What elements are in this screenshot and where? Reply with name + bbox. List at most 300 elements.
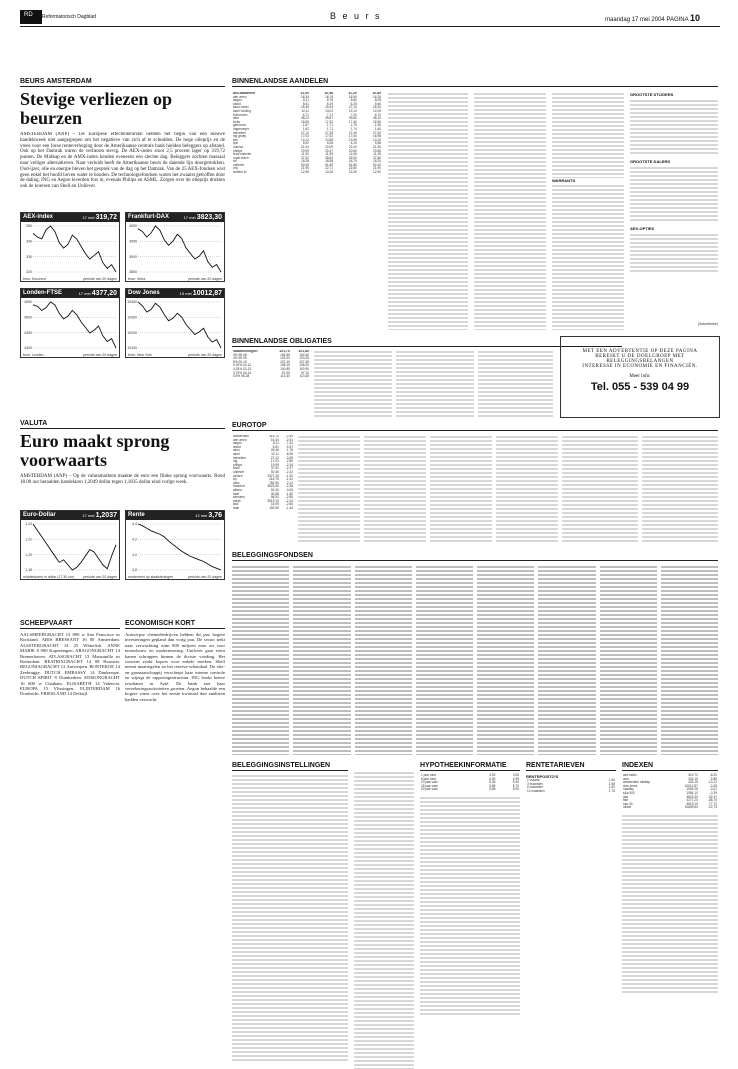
row-value: 5,85 xyxy=(489,787,496,792)
hypotheek-table xyxy=(420,774,520,792)
row-value: 16,25 xyxy=(373,94,381,99)
row-label: basf xyxy=(233,491,240,496)
valuta-chart-0 xyxy=(20,510,120,580)
row-value: 39,00 xyxy=(348,155,357,160)
stijgers-title: GROOTSTE STIJGERS xyxy=(630,92,674,97)
row-value: 38,10 xyxy=(373,116,381,121)
row-value: 107,45 xyxy=(299,359,309,364)
row-label: 1 jaar vast xyxy=(421,773,436,777)
chart-body xyxy=(126,520,224,575)
valuta-headline: Euro maakt sprong voorwaarts xyxy=(20,431,170,470)
row-value: 16,34 xyxy=(270,437,279,442)
eurotop-col-5 xyxy=(496,435,558,543)
row-value: 20,60 xyxy=(348,148,357,153)
instellingen-block xyxy=(232,762,348,1062)
indexen-row xyxy=(622,806,718,810)
dalers-title: GROOTSTE DALERS xyxy=(630,159,671,164)
valuta-charts xyxy=(20,510,225,610)
hypotheek-row xyxy=(420,788,520,792)
obligaties-col-4 xyxy=(478,350,553,418)
row-label: 5 jaar vast xyxy=(421,776,436,781)
row-value: 5,90 xyxy=(512,787,519,792)
fondsen-col xyxy=(416,565,473,755)
advert-line-2: BEREIKT U DE DOELGROEP MET BELEGGINGSBELANGEN xyxy=(595,354,685,364)
row-value: 104,60 xyxy=(299,352,309,357)
row-value: 6,70 xyxy=(374,112,381,117)
row-label: 4% 98-08 xyxy=(233,352,247,357)
chart-y-tick: 3950 xyxy=(129,239,137,244)
beurs-headline: Stevige verliezen op beurzen xyxy=(20,89,172,128)
row-label: shell xyxy=(233,466,240,471)
valuta-block xyxy=(20,420,225,486)
row-value: 103,25 xyxy=(299,356,309,361)
row-label: aex-index xyxy=(623,773,637,777)
aexopties-title: AEX-OPTIES xyxy=(630,226,655,231)
row-value: 16,59 xyxy=(300,119,309,124)
chart-series-line xyxy=(33,302,116,348)
row-value: 8,11 xyxy=(303,98,309,103)
row-value: 1,55 xyxy=(374,123,381,128)
row-value: 8,76 xyxy=(326,98,334,103)
row-value: 6,10 xyxy=(350,141,357,146)
chart-y-tick: 10200 xyxy=(127,330,137,335)
row-value: 319,72 xyxy=(269,435,279,438)
row-value: 50,45 xyxy=(300,162,309,167)
row-label: unilever xyxy=(233,469,245,474)
chart-y-tick: 1,18 xyxy=(25,568,32,573)
row-value: 8,05 xyxy=(374,98,381,103)
row-value: 20,47 xyxy=(325,148,334,153)
stijgers-list xyxy=(630,99,718,155)
beurs-body: AMSTERDAM (ANP) – De Europese effectenbeurzen hebben het begin van een nieuwe handelsweek niet aangegrepen om het negatieve van zich af te schudden. De hoge olieprijs en de vrees voor een forse renteverhoging door de Amerikaanse centrale bank hielden beleggers op afstand. Ook op het Damrak waren de verliezen stevig. De AEX-index sloot 2,5 procent lager op 319,72 punten. De Midkap en de AMX-index kenden eveneens een slechte dag. Beleggers zochten massaal naar veiliger alternatieven. Naar verluidt heeft de Amerikaanse beurs de dalende lijn doorgetrokken. Oud-ijzer, olie en energie bleven het gesprek van de dag op het Damrak. Van de 25 AEX-fondsen wist geen enkel het hoofd boven water te houden. De technologiefondsen waren het zwaarst getroffen door de daling. ING en Aegon leverden fors in, evenals Philips en ASML. Zorgen over de olieprijs drukten ook de koersen van Shell en Unilever. xyxy=(20,132,225,190)
row-value: 101,80 xyxy=(298,350,309,353)
row-value: 13,95 xyxy=(348,137,357,142)
row-value: 18,20 xyxy=(373,159,381,164)
row-label: numico xyxy=(233,144,244,149)
row-label: klm xyxy=(233,137,238,142)
hypotheek-block xyxy=(420,762,520,1016)
aandelen-col-2 xyxy=(388,92,468,330)
row-value: 50,45 xyxy=(270,469,279,474)
row-value: 1,60 xyxy=(608,785,615,790)
chart-y-tick: 4500 xyxy=(24,315,32,320)
row-label: nikkei xyxy=(623,805,632,810)
aandelen-row xyxy=(232,171,382,175)
row-value: 3519,10 xyxy=(686,801,698,806)
aandelen-table-wrap xyxy=(232,92,382,330)
chart-title: Dow Jones xyxy=(128,290,160,296)
instellingen-list-2 xyxy=(354,771,414,1069)
row-value: 5,35 xyxy=(489,780,496,785)
economisch-block xyxy=(125,620,225,1052)
row-label: abn amro xyxy=(233,437,247,442)
row-label: parijs xyxy=(233,498,241,503)
chart-source: bron: Euronext xyxy=(23,277,46,281)
obligaties-col-2 xyxy=(314,350,392,418)
chart-footer xyxy=(126,277,224,281)
row-label: 3,75% 04-14 xyxy=(233,370,252,375)
row-label: 12 maanden xyxy=(527,788,545,793)
chart-footer xyxy=(126,353,224,357)
row-value: 108,20 xyxy=(299,363,309,368)
chart-value-group xyxy=(184,214,222,221)
row-value: 37,92 xyxy=(270,466,279,471)
beurs-chart-3 xyxy=(125,288,225,358)
hypotheek-title: HYPOTHEEKINFORMATIE xyxy=(420,762,520,771)
row-value: 103,20 xyxy=(280,356,290,361)
row-value: -9,37 xyxy=(285,444,293,449)
valuta-section-title: VALUTA xyxy=(20,420,225,429)
chart-footer xyxy=(21,575,119,579)
chart-y-tick: 1,20 xyxy=(25,552,32,557)
row-label: amsterdam midkap xyxy=(623,780,651,785)
row-value: 17,52 xyxy=(325,134,334,139)
row-value: 11,65 xyxy=(349,152,357,157)
chart-y-tick: 350 xyxy=(26,224,32,229)
row-value: 10,98 xyxy=(324,92,334,95)
row-value: 16,09 xyxy=(270,502,279,507)
row-value: 5,92 xyxy=(302,141,309,146)
row-value: 108,15 xyxy=(280,363,290,368)
chart-value: 10012,87 xyxy=(192,290,222,297)
row-label: aex-aandelen xyxy=(233,92,256,95)
row-value: 19,99 xyxy=(300,148,309,153)
chart-y-tick: 4450 xyxy=(24,330,32,335)
row-label: buhrmann xyxy=(233,112,248,117)
renteposito-table xyxy=(526,779,616,793)
chart-y-tick: 10400 xyxy=(127,300,137,305)
row-value: 21,30 xyxy=(373,144,381,149)
chart-footer xyxy=(126,575,224,579)
chart-value-group xyxy=(180,290,222,297)
row-value: 12,11 xyxy=(301,108,309,113)
fondsen-col xyxy=(355,565,412,755)
rente-block xyxy=(526,762,616,793)
chart-value: 1,2037 xyxy=(95,512,117,519)
chart-plot xyxy=(21,520,119,574)
row-label: dow jones xyxy=(623,783,638,788)
row-label: unilever xyxy=(233,162,245,167)
chart-period: periode van 20 dagen xyxy=(188,353,222,357)
row-label: londen xyxy=(233,473,243,478)
advert-line-4: Meer info: xyxy=(629,374,651,379)
chart-source: middenkoers in dollar (17.30 uur) xyxy=(23,575,75,579)
indexen-table xyxy=(622,774,718,810)
valuta-chart-1 xyxy=(125,510,225,580)
newspaper-logo: RD xyxy=(20,10,42,24)
row-value: 3823,30 xyxy=(267,484,279,489)
chart-footer xyxy=(21,353,119,357)
row-value: 4377,20 xyxy=(686,798,698,803)
chart-value-group xyxy=(195,512,222,519)
eurotop-row xyxy=(232,507,294,511)
row-label: reed elsevier xyxy=(233,152,252,157)
row-value: -0,29 xyxy=(709,790,717,795)
row-value: 1,62 xyxy=(302,126,309,131)
row-label: akzo nobel xyxy=(233,105,249,110)
row-value: 150,90 xyxy=(269,505,279,510)
row-label: amsterdam xyxy=(233,435,249,438)
fondsen-grid xyxy=(232,565,718,755)
aandelen-block xyxy=(232,78,718,87)
economisch-title: ECONOMISCH KORT xyxy=(125,620,225,629)
row-label: 15 jaar vast xyxy=(421,783,438,788)
row-value: 50,40 xyxy=(373,162,381,167)
eurotop-col-7 xyxy=(642,435,718,543)
row-label: hsbc xyxy=(233,480,240,485)
beurs-chart-1 xyxy=(125,212,225,282)
chart-date: 12 mei xyxy=(195,513,209,518)
row-value: -1,92 xyxy=(285,473,293,478)
row-value: 6,19 xyxy=(326,101,334,106)
row-value: -0,59 xyxy=(285,455,293,460)
chart-period: periode van 20 dagen xyxy=(188,277,222,281)
row-value: 12,98 xyxy=(300,170,309,175)
row-value: 13,35 xyxy=(348,170,357,175)
row-value: 22,71 xyxy=(325,166,334,171)
row-value: 39,80 xyxy=(348,116,357,121)
row-value: 17,03 xyxy=(300,134,309,139)
row-value: 37,80 xyxy=(373,155,381,160)
row-value: 97,05 xyxy=(281,370,290,375)
row-label: 5,5% 98-28 xyxy=(233,374,250,379)
eurotop-col-2 xyxy=(298,435,360,543)
row-value: 11,00 xyxy=(300,92,309,95)
row-value: 1,71 xyxy=(326,123,334,128)
row-value: 1904,25 xyxy=(686,787,698,792)
chart-body xyxy=(21,222,119,277)
row-value: 107,40 xyxy=(280,359,290,364)
row-value: 22,20 xyxy=(348,144,357,149)
row-value: 38,84 xyxy=(325,155,334,160)
stijgers-block xyxy=(630,92,718,273)
chart-header xyxy=(21,289,119,298)
row-value: 10,85 xyxy=(372,92,381,95)
eurotop-table xyxy=(232,435,294,510)
row-label: wolters kl. xyxy=(233,170,248,175)
fondsen-block xyxy=(232,552,718,561)
advert-line-1: MET EEN ADVERTENTIE OP DEZE PAGINA xyxy=(582,349,698,354)
chart-title: Londen-FTSE xyxy=(23,290,62,296)
row-value: 1,57 xyxy=(302,123,309,128)
page-number: 10 xyxy=(689,13,700,23)
beurs-block xyxy=(20,78,225,210)
row-value: 11,20 xyxy=(348,92,357,95)
row-label: ahold xyxy=(233,101,241,106)
row-value: 5,65 xyxy=(489,783,496,788)
row-value: 1,60 xyxy=(374,126,381,131)
chart-y-tick: 10300 xyxy=(127,315,137,320)
row-label: royal dutch xyxy=(233,155,249,160)
chart-y-tick: 3,8 xyxy=(132,568,137,573)
row-label: amx xyxy=(623,776,630,781)
page-date: maandag 17 mei 2004 PAGINA 10 xyxy=(605,13,700,23)
row-value: 11,25 xyxy=(373,152,381,157)
row-label: asml holding xyxy=(233,108,251,113)
chart-header xyxy=(21,511,119,520)
chart-header xyxy=(21,213,119,222)
row-value: -2,12 xyxy=(285,480,293,485)
row-value: 113,45 xyxy=(299,374,309,379)
row-value: 1,75 xyxy=(350,123,357,128)
chart-header xyxy=(126,511,224,520)
advert-phone: Tel. 055 - 539 04 99 xyxy=(590,381,690,393)
advertentie-label: (Advertentie) xyxy=(697,322,718,326)
row-value: 26,30 xyxy=(373,105,381,110)
row-value: 27,28 xyxy=(325,130,334,135)
row-value: 18,58 xyxy=(325,159,334,164)
advert-line-3: INTERESSE IN ECONOMIE EN FINANCIËN. xyxy=(582,364,698,369)
row-value: 16,34 xyxy=(300,94,309,99)
row-value: -85,70 xyxy=(707,798,717,803)
row-value: 13,26 xyxy=(325,170,334,175)
row-value: 10849,63 xyxy=(684,805,698,810)
dalers-list xyxy=(630,166,718,222)
row-label: dax xyxy=(623,794,629,799)
row-value: 17,40 xyxy=(348,119,357,124)
row-value: 27,40 xyxy=(348,130,357,135)
row-label: tnt xyxy=(233,159,237,164)
row-value: -2,32 xyxy=(285,469,293,474)
row-label: getronics xyxy=(233,123,246,128)
row-value: 1,71 xyxy=(326,126,334,131)
row-value: -2,84 xyxy=(285,502,293,507)
row-value: 3519,10 xyxy=(267,498,279,503)
chart-series-line xyxy=(33,524,116,570)
row-label: dsm xyxy=(233,116,240,121)
row-value: 17,32 xyxy=(325,119,334,124)
indexen-list xyxy=(622,814,718,994)
row-value: 1,50 xyxy=(608,778,615,782)
chart-source: bron: Londen xyxy=(23,353,44,357)
row-value: 27,12 xyxy=(300,130,309,135)
row-value: 10012,87 xyxy=(684,783,698,788)
chart-value: 4377,20 xyxy=(91,290,117,297)
row-value: 8,11 xyxy=(272,441,279,446)
row-value: 5,61 xyxy=(272,444,279,449)
aandelen-col-3 xyxy=(474,92,546,330)
row-value: 51,80 xyxy=(348,162,357,167)
chart-date: 17 mei xyxy=(183,215,197,220)
chart-plot xyxy=(126,520,224,574)
warrants-title: WARRANTS xyxy=(552,178,624,183)
row-value: 432,15 xyxy=(688,776,698,781)
row-value: -77,70 xyxy=(707,801,717,806)
fondsen-col xyxy=(600,565,657,755)
row-label: 1 maand xyxy=(527,778,540,782)
chart-value: 319,72 xyxy=(95,214,117,221)
row-label: heineken xyxy=(233,130,246,135)
row-value: 18,70 xyxy=(348,159,357,164)
row-value: 3,95 xyxy=(512,773,519,777)
row-value: 19,99 xyxy=(270,462,279,467)
chart-y-tick: 4,2 xyxy=(132,537,137,542)
row-label: fortis xyxy=(233,119,240,124)
row-value: 16,76 xyxy=(325,94,334,99)
row-value: 11,59 xyxy=(325,152,334,157)
chart-title: Frankfurt-DAX xyxy=(128,214,170,220)
renteposito-row xyxy=(526,790,616,794)
chart-y-tick: 4,0 xyxy=(132,552,137,557)
chart-period: periode van 20 dagen xyxy=(188,575,222,579)
row-value: 101,70 xyxy=(279,350,290,353)
economisch-body: Antwerpse chemiebedrijven hebben dit jaar hogere investeringen gepland dan vorig jaar. De sector trekt naar verwachting ruim 800 miljoen euro uit voor nieuwbouw en modernisering. Unilever gaat extra banen schrappen binnen de divisie voeding. Het concern zoekt kopers voor enkele merken. Shell neemt maatregelen na het reserve-schandaal. De olie- en gasmaatschappij verscherpt haar interne controle en wijzigt de rapportagestructuur. ING boekt betere resultaten in Azië. De bank ziet haar verzekeringsactiviteiten groeien. Aegon behaalde een hogere winst over het eerste kwartaal dan analisten hadden verwacht. xyxy=(125,632,225,702)
row-value: 27,12 xyxy=(270,455,279,460)
row-value: 1084,10 xyxy=(686,790,698,795)
beurs-section-title: BEURS AMSTERDAM xyxy=(20,78,225,87)
row-value: 27,00 xyxy=(373,130,381,135)
chart-body xyxy=(21,298,119,353)
fondsen-col xyxy=(477,565,534,755)
row-label: ahold xyxy=(233,444,241,449)
row-value: 6,71 xyxy=(302,112,309,117)
obligaties-table xyxy=(232,350,310,379)
aandelen-table xyxy=(232,92,382,175)
chart-body xyxy=(126,222,224,277)
row-value: -1,41 xyxy=(285,477,293,482)
row-label: nasdaq xyxy=(623,787,634,792)
chart-series-line xyxy=(138,524,221,570)
chart-body xyxy=(126,298,224,353)
row-label: bp xyxy=(233,477,237,482)
renteposito-title: RENTEPOSITO'S xyxy=(526,774,559,779)
row-label: staatsleningen xyxy=(233,350,258,353)
chart-header xyxy=(126,213,224,222)
beurs-charts xyxy=(20,212,225,418)
row-value: 82,40 xyxy=(270,487,279,492)
row-value: 1,55 xyxy=(608,781,615,786)
row-value: -2,65 xyxy=(285,495,293,500)
row-value: -9,85 xyxy=(709,776,717,781)
chart-header xyxy=(126,289,224,298)
row-label: hagemeyer xyxy=(233,126,249,131)
row-value: 18,28 xyxy=(300,159,309,164)
row-value: -2,51 xyxy=(285,437,293,442)
row-value: 40,85 xyxy=(270,491,279,496)
eurotop-col-3 xyxy=(364,435,426,543)
row-value: -22,74 xyxy=(707,805,717,810)
chart-y-tick: 1,22 xyxy=(25,537,32,542)
chart-series-line xyxy=(33,226,116,272)
chart-date: 15 mei xyxy=(179,291,193,296)
row-label: philips xyxy=(233,462,243,467)
row-label: philips xyxy=(233,148,243,153)
chart-source: bron: New York xyxy=(128,353,152,357)
row-value: 6,25 xyxy=(350,101,357,106)
chart-title: Rente xyxy=(128,512,145,518)
row-value: 56,92 xyxy=(270,495,279,500)
row-value: 12,05 xyxy=(373,108,381,113)
beurs-chart-0 xyxy=(20,212,120,282)
page-header xyxy=(20,10,720,24)
chart-date: 17 mei xyxy=(82,215,96,220)
chart-y-tick: 4000 xyxy=(129,224,137,229)
advert-box xyxy=(560,336,720,418)
chart-y-tick: 3900 xyxy=(129,254,137,259)
row-label: ftse xyxy=(623,798,629,803)
row-value: -2,37 xyxy=(285,466,293,471)
chart-body xyxy=(21,520,119,575)
chart-y-tick: 340 xyxy=(26,239,32,244)
row-value: -8,20 xyxy=(709,773,717,777)
row-value: 11,30 xyxy=(301,152,309,157)
row-label: akzo xyxy=(233,448,240,453)
row-label: allianz xyxy=(233,487,243,492)
paper-name: Reformatorisch Dagblad xyxy=(42,14,96,20)
obligaties-table-wrap xyxy=(232,350,310,418)
row-value: 21,95 xyxy=(300,166,309,171)
row-value: 13,02 xyxy=(325,108,334,113)
